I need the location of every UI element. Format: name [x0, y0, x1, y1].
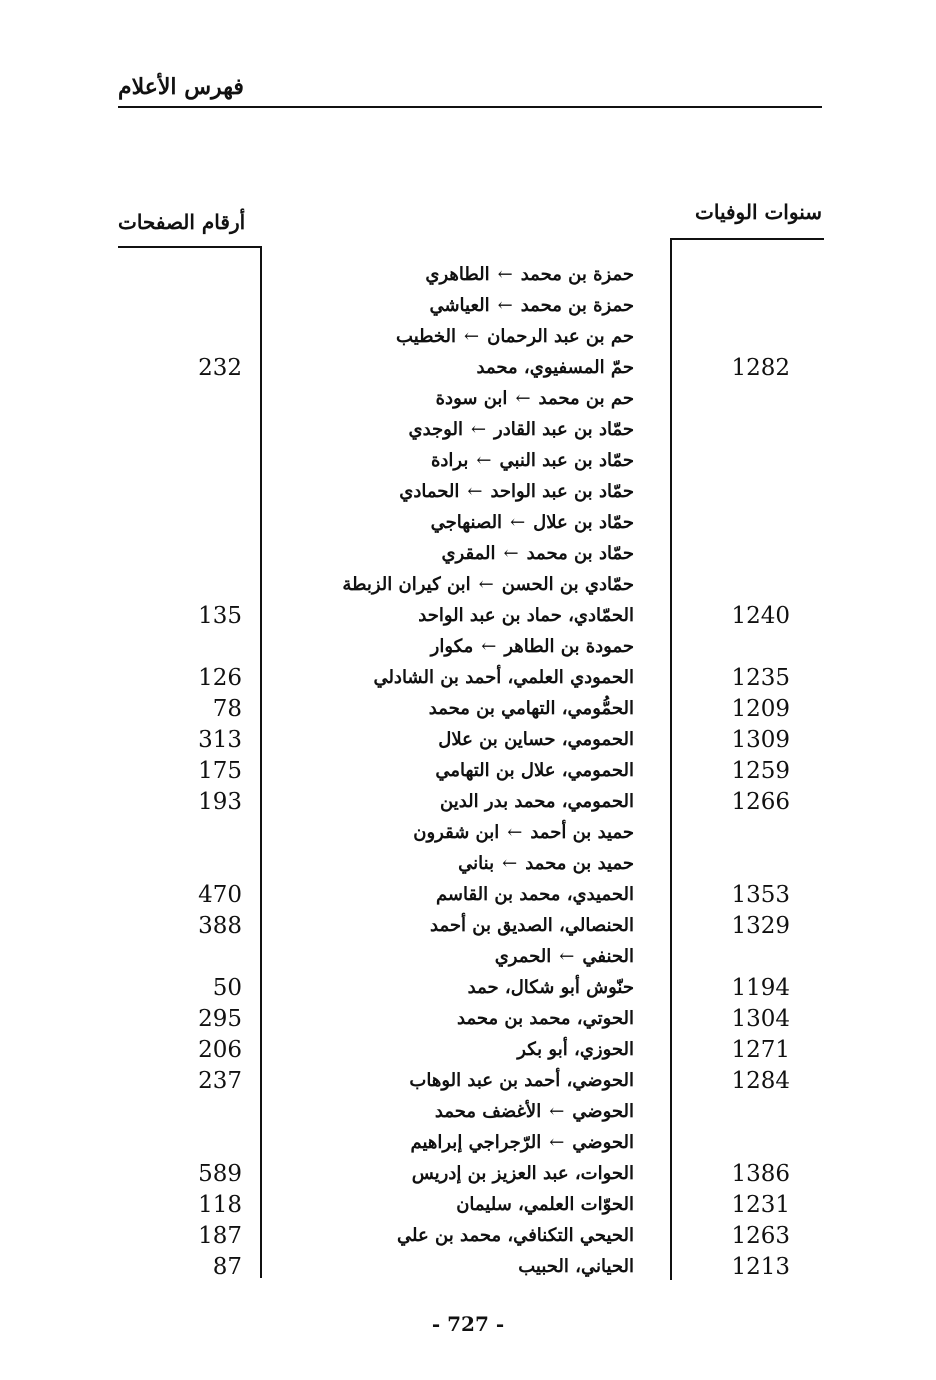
entry-death-year: 1240 [731, 603, 790, 629]
index-entries [0, 262, 936, 1285]
see-arrow-icon: ← [481, 636, 497, 657]
entry-see-reference: الحمري [494, 946, 552, 967]
entry-page-number: 193 [198, 789, 242, 815]
entry-see-reference: الخطيب [396, 326, 456, 347]
entry-name-text: الحمّادي، حماد بن عبد الواحد [418, 605, 634, 626]
entry-see-reference: الرّجراجي إبراهيم [410, 1132, 542, 1153]
entry-death-year: 1284 [731, 1068, 790, 1094]
entry-name [294, 791, 634, 812]
entry-name [294, 419, 634, 440]
entry-death-year: 1235 [731, 665, 790, 691]
index-entry [0, 1223, 936, 1254]
see-arrow-icon: ← [503, 543, 519, 564]
entry-name [294, 1132, 634, 1153]
entry-name [294, 915, 634, 936]
index-entry [0, 820, 936, 851]
entry-name-text: الحيحي التكنافي، محمد بن علي [397, 1225, 634, 1246]
entry-see-reference: ابن سودة [435, 388, 508, 409]
entry-name-text: الحمودي العلمي، أحمد بن الشادلي [373, 667, 634, 688]
index-entry [0, 324, 936, 355]
see-arrow-icon: ← [464, 326, 480, 347]
entry-death-year: 1271 [731, 1037, 790, 1063]
see-arrow-icon: ← [502, 853, 518, 874]
entry-death-year: 1194 [731, 975, 790, 1001]
entry-name [294, 1039, 634, 1060]
entry-name [294, 357, 634, 378]
entry-see-reference: بناني [458, 853, 495, 874]
entry-name [294, 1194, 634, 1215]
entry-page-number: 470 [198, 882, 242, 908]
entry-name [294, 1256, 634, 1277]
see-arrow-icon: ← [467, 481, 483, 502]
entry-name-text: حمّاد بن عبد النبي [499, 450, 634, 471]
index-entry [0, 665, 936, 696]
entry-name-text: الحوّات العلمي، سليمان [456, 1194, 634, 1215]
entry-see-reference: برادة [430, 450, 469, 471]
entry-name [294, 884, 634, 905]
index-entry [0, 1068, 936, 1099]
entry-death-year: 1304 [731, 1006, 790, 1032]
entry-see-reference: الطاهري [425, 264, 490, 285]
entry-name-text: حمّ المسفيوي، محمد [476, 357, 634, 378]
entry-page-number: 589 [198, 1161, 242, 1187]
entry-name [294, 512, 634, 533]
entry-name-text: الحياني، الحبيب [518, 1256, 634, 1277]
entry-see-reference: العياشي [429, 295, 490, 316]
entry-name [294, 605, 634, 626]
entry-name-text: حمزة بن محمد [520, 295, 634, 316]
entry-name [294, 946, 634, 967]
entry-death-year: 1353 [731, 882, 790, 908]
entry-name-text: الحوتي، محمد بن محمد [457, 1008, 634, 1029]
index-entry [0, 510, 936, 541]
entry-name-text: حم بن محمد [538, 388, 634, 409]
entry-name [294, 264, 634, 285]
entry-name [294, 1225, 634, 1246]
see-arrow-icon: ← [549, 1132, 565, 1153]
entry-name [294, 729, 634, 750]
entry-see-reference: الأغضف محمد [434, 1101, 542, 1122]
entry-name-text: الحمُّومي، التهامي بن محمد [428, 698, 634, 719]
entry-page-number: 78 [212, 696, 242, 722]
entry-death-year: 1209 [731, 696, 790, 722]
entry-name-text: الحوزي، أبو بكر [517, 1039, 634, 1060]
index-entry [0, 541, 936, 572]
entry-name [294, 574, 634, 595]
entry-name-text: الحمومي، محمد بدر الدين [440, 791, 634, 812]
entry-name [294, 760, 634, 781]
entry-name-text: حمّاد بن علال [533, 512, 634, 533]
index-entry [0, 603, 936, 634]
see-arrow-icon: ← [497, 295, 513, 316]
entry-name-text: الحميدي، محمد بن القاسم [435, 884, 634, 905]
entry-name-text: الحوات، عبد العزيز بن إدريس [411, 1163, 634, 1184]
entry-page-number: 295 [198, 1006, 242, 1032]
entry-death-year: 1213 [731, 1254, 790, 1280]
entry-name [294, 1163, 634, 1184]
entry-name-text: الحوضي، أحمد بن عبد الوهاب [409, 1070, 634, 1091]
entry-page-number: 237 [198, 1068, 242, 1094]
entry-death-year: 1266 [731, 789, 790, 815]
entry-page-number: 388 [198, 913, 242, 939]
index-entry [0, 1006, 936, 1037]
entry-death-year: 1231 [731, 1192, 790, 1218]
entry-name-text: حمّاد بن عبد الواحد [490, 481, 634, 502]
entry-name-text: الحمومي، علال بن التهامي [435, 760, 634, 781]
entry-name-text: الحنفي [582, 946, 634, 967]
see-arrow-icon: ← [507, 822, 523, 843]
entry-see-reference: مكوار [430, 636, 474, 657]
entry-name-text: حمّاد بن محمد [526, 543, 634, 564]
entry-name [294, 450, 634, 471]
entry-name [294, 822, 634, 843]
entry-name [294, 295, 634, 316]
years-column-heading: سنوات الوفيات [695, 200, 822, 224]
entry-see-reference: الوجدي [408, 419, 463, 440]
index-entry [0, 262, 936, 293]
index-entry [0, 696, 936, 727]
index-entry [0, 1130, 936, 1161]
entry-name-text: الحوضي [572, 1101, 634, 1122]
entry-name [294, 326, 634, 347]
index-entry [0, 975, 936, 1006]
see-arrow-icon: ← [478, 574, 494, 595]
entry-page-number: 232 [198, 355, 242, 381]
index-entry [0, 851, 936, 882]
entry-name-text: حميد بن أحمد [530, 822, 634, 843]
entry-page-number: 175 [198, 758, 242, 784]
index-entry [0, 479, 936, 510]
index-entry [0, 1037, 936, 1068]
see-arrow-icon: ← [476, 450, 492, 471]
entry-name [294, 481, 634, 502]
index-entry [0, 634, 936, 665]
index-entry [0, 386, 936, 417]
entry-name [294, 667, 634, 688]
index-entry [0, 448, 936, 479]
index-entry [0, 913, 936, 944]
entry-death-year: 1263 [731, 1223, 790, 1249]
entry-page-number: 135 [198, 603, 242, 629]
see-arrow-icon: ← [549, 1101, 565, 1122]
entry-name [294, 1070, 634, 1091]
entry-death-year: 1329 [731, 913, 790, 939]
entry-see-reference: المقري [441, 543, 496, 564]
index-entry [0, 572, 936, 603]
entry-see-reference: ابن كيران الزبطة [342, 574, 471, 595]
page-number: - 727 - [431, 1312, 505, 1336]
index-entry [0, 417, 936, 448]
index-entry [0, 727, 936, 758]
entry-name [294, 977, 634, 998]
entry-name-text: الحنصالي، الصديق بن أحمد [430, 915, 634, 936]
see-arrow-icon: ← [470, 419, 487, 440]
entry-name-text: حمّادي بن الحسن [501, 574, 634, 595]
entry-page-number: 206 [198, 1037, 242, 1063]
entry-name [294, 388, 634, 409]
see-arrow-icon: ← [497, 264, 513, 285]
entry-name-text: الحوضي [572, 1132, 634, 1153]
entry-name-text: حنّوش أبو شكال، حمد [467, 977, 634, 998]
entry-page-number: 118 [198, 1192, 242, 1218]
entry-name-text: حمودة بن الطاهر [504, 636, 634, 657]
entry-name-text: حميد بن محمد [525, 853, 634, 874]
entry-see-reference: الصنهاجي [430, 512, 503, 533]
entry-page-number: 126 [198, 665, 242, 691]
running-header: فهرس الأعلام [118, 74, 244, 100]
entry-death-year: 1309 [731, 727, 790, 753]
index-entry [0, 355, 936, 386]
entry-page-number: 50 [212, 975, 242, 1001]
entry-name [294, 1008, 634, 1029]
header-rule [118, 106, 822, 108]
entry-name-text: حمزة بن محمد [520, 264, 634, 285]
entry-name-text: حم بن عبد الرحمان [487, 326, 634, 347]
entry-death-year: 1259 [731, 758, 790, 784]
entry-death-year: 1386 [731, 1161, 790, 1187]
pages-column-heading: أرقام الصفحات [118, 210, 246, 234]
entry-page-number: 313 [198, 727, 242, 753]
entry-name [294, 636, 634, 657]
see-arrow-icon: ← [559, 946, 575, 967]
index-entry [0, 758, 936, 789]
entry-see-reference: الحمادي [399, 481, 460, 502]
index-entry [0, 293, 936, 324]
index-entry [0, 1161, 936, 1192]
entry-name [294, 853, 634, 874]
entry-page-number: 87 [212, 1254, 242, 1280]
entry-name-text: حمّاد بن عبد القادر [494, 419, 634, 440]
entry-name [294, 543, 634, 564]
entry-see-reference: ابن شقرون [413, 822, 500, 843]
entry-name-text: الحمومي، حساين بن علال [438, 729, 634, 750]
index-entry [0, 882, 936, 913]
see-arrow-icon: ← [515, 388, 531, 409]
entry-name [294, 1101, 634, 1122]
entry-death-year: 1282 [731, 355, 790, 381]
see-arrow-icon: ← [510, 512, 526, 533]
index-entry [0, 1099, 936, 1130]
index-entry [0, 944, 936, 975]
entry-page-number: 187 [198, 1223, 242, 1249]
index-entry [0, 789, 936, 820]
index-entry [0, 1254, 936, 1285]
index-entry [0, 1192, 936, 1223]
entry-name [294, 698, 634, 719]
